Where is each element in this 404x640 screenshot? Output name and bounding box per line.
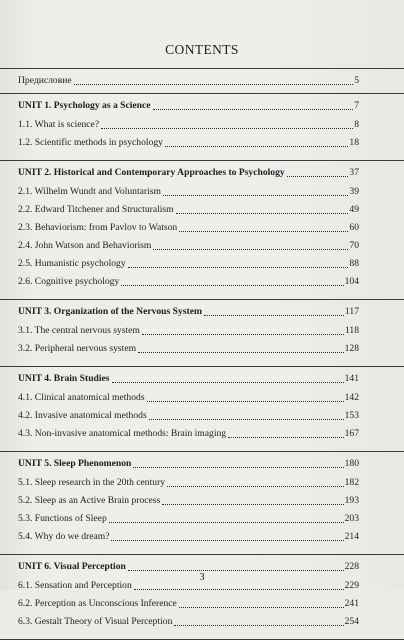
toc-entry-page: 104: [344, 276, 359, 287]
toc-entry-page: 241: [344, 598, 359, 609]
toc-entry-title: 2.6. Cognitive psychology: [18, 276, 120, 287]
toc-entry-page: 37: [349, 167, 359, 178]
toc-entry-title: 6.1. Sensation and Perception: [18, 580, 132, 591]
dot-leader: [147, 400, 344, 402]
dot-leader: [138, 351, 344, 353]
toc-entry-page: 167: [344, 428, 359, 439]
dot-leader: [165, 145, 348, 147]
toc-unit-entry: [18, 303, 359, 321]
toc-entry-page: 141: [344, 373, 359, 384]
toc-entry-title: 5.1. Sleep research in the 20th century: [18, 477, 166, 488]
toc-entry-page: 18: [349, 137, 359, 148]
toc-unit-entry: [18, 455, 359, 473]
toc-entry: [18, 595, 359, 613]
toc-entry: [18, 510, 359, 528]
dot-leader: [142, 333, 344, 335]
toc-entry-page: 128: [344, 343, 359, 354]
toc-entry-page: 228: [344, 561, 359, 572]
toc-entry-title: 2.3. Behaviorism: from Pavlov to Watson: [18, 222, 178, 233]
dot-leader: [128, 266, 349, 268]
toc-entry: [18, 219, 359, 237]
toc-entry: [18, 116, 359, 134]
toc-entry-title: 3.2. Peripheral nervous system: [18, 343, 137, 354]
toc-entry-page: 117: [344, 306, 359, 317]
toc-entry: [18, 613, 359, 631]
toc-entry-title: 2.4. John Watson and Behaviorism: [18, 240, 152, 251]
toc-entry-title: UNIT 5. Sleep Phenomenon: [18, 458, 132, 469]
dot-leader: [204, 314, 344, 316]
dot-leader: [109, 521, 344, 523]
dot-leader: [176, 212, 349, 214]
toc-section: [0, 68, 404, 93]
toc-entry-title: 4.2. Invasive anatomical methods: [18, 410, 147, 421]
toc-entry-title: 5.3. Functions of Sleep: [18, 513, 107, 524]
toc-entry: [18, 72, 359, 90]
toc-entry-title: 4.1. Clinical anatomical methods: [18, 392, 145, 403]
toc-entry: [18, 201, 359, 219]
dot-leader: [121, 284, 343, 286]
toc-entry-title: UNIT 6. Visual Perception: [18, 561, 126, 572]
toc-entry-page: 142: [344, 392, 359, 403]
toc-entry-page: 88: [349, 258, 359, 269]
toc-entry-page: 49: [349, 204, 359, 215]
toc-section: [0, 554, 404, 639]
toc-entry-title: 4.3. Non-invasive anatomical methods: Brain imaging: [18, 428, 227, 439]
toc-entry-page: 70: [349, 240, 359, 251]
toc-entry-page: 203: [344, 513, 359, 524]
dot-leader: [179, 230, 348, 232]
toc-section: [0, 451, 404, 554]
dot-leader: [153, 108, 354, 110]
toc-entry-title: 3.1. The central nervous system: [18, 325, 140, 336]
toc-entry-page: 180: [344, 458, 359, 469]
dot-leader: [101, 127, 353, 129]
toc-entry-title: 2.1. Wilhelm Wundt and Voluntarism: [18, 186, 161, 197]
toc-entry-title: 2.2. Edward Titchener and Structuralism: [18, 204, 174, 215]
toc-entry: [18, 255, 359, 273]
dot-leader: [179, 606, 344, 608]
toc-entry-title: 6.2. Perception as Unconscious Inference: [18, 598, 177, 609]
toc-entry: [18, 273, 359, 291]
toc-entry-page: 7: [354, 100, 359, 111]
toc-entry: [18, 134, 359, 152]
toc-entry: [18, 528, 359, 546]
toc-entry-title: UNIT 2. Historical and Contemporary Approaches to Psychology: [18, 167, 285, 178]
toc-entry-title: 5.2. Sleep as an Active Brain process: [18, 495, 161, 506]
toc-entry: [18, 425, 359, 443]
contents-heading: CONTENTS: [165, 42, 239, 57]
toc-entry: [18, 322, 359, 340]
toc-entry-title: 5.4. Why do we dream?: [18, 531, 110, 542]
toc-entry-page: 214: [344, 531, 359, 542]
toc-entry: [18, 474, 359, 492]
dot-leader: [128, 569, 344, 571]
page-number: 3: [199, 572, 205, 583]
toc-unit-entry: [18, 370, 359, 388]
dot-leader: [228, 436, 344, 438]
toc-entry-page: 5: [354, 75, 359, 86]
toc-entry-title: Предисловие: [18, 75, 72, 86]
dot-leader: [162, 503, 343, 505]
toc-entry-page: 153: [344, 410, 359, 421]
toc-entry: [18, 340, 359, 358]
toc-entry-page: 60: [349, 222, 359, 233]
dot-leader: [133, 466, 343, 468]
toc-entry-title: UNIT 4. Brain Studies: [18, 373, 110, 384]
toc-entry: [18, 492, 359, 510]
toc-entry-title: 6.3. Gestalt Theory of Visual Perception: [18, 616, 173, 627]
toc-entry-page: 229: [344, 580, 359, 591]
dot-leader: [174, 624, 343, 626]
toc-entry: [18, 183, 359, 201]
toc-unit-entry: [18, 97, 359, 115]
table-of-contents: [0, 68, 404, 640]
toc-entry-title: 1.1. What is science?: [18, 119, 100, 130]
toc-entry-title: 1.2. Scientific methods in psychology: [18, 137, 163, 148]
toc-entry-page: 182: [344, 477, 359, 488]
toc-section: [0, 366, 404, 451]
dot-leader: [167, 485, 344, 487]
dot-leader: [112, 381, 344, 383]
toc-section: [0, 299, 404, 366]
toc-entry-page: 39: [349, 186, 359, 197]
toc-entry-title: UNIT 1. Psychology as a Science: [18, 100, 151, 111]
dot-leader: [163, 194, 348, 196]
toc-entry-title: UNIT 3. Organization of the Nervous System: [18, 306, 202, 317]
toc-unit-entry: [18, 164, 359, 182]
toc-entry-page: 118: [344, 325, 359, 336]
toc-entry-page: 254: [344, 616, 359, 627]
toc-entry-page: 193: [344, 495, 359, 506]
toc-entry: [18, 407, 359, 425]
toc-entry: [18, 389, 359, 407]
toc-entry-page: 8: [354, 119, 359, 130]
dot-leader: [287, 175, 349, 177]
dot-leader: [74, 83, 354, 85]
toc-section: [0, 93, 404, 160]
dot-leader: [153, 248, 348, 250]
dot-leader: [111, 539, 343, 541]
toc-entry-title: 2.5. Humanistic psychology: [18, 258, 126, 269]
toc-section: [0, 160, 404, 299]
toc-entry: [18, 237, 359, 255]
dot-leader: [149, 418, 344, 420]
